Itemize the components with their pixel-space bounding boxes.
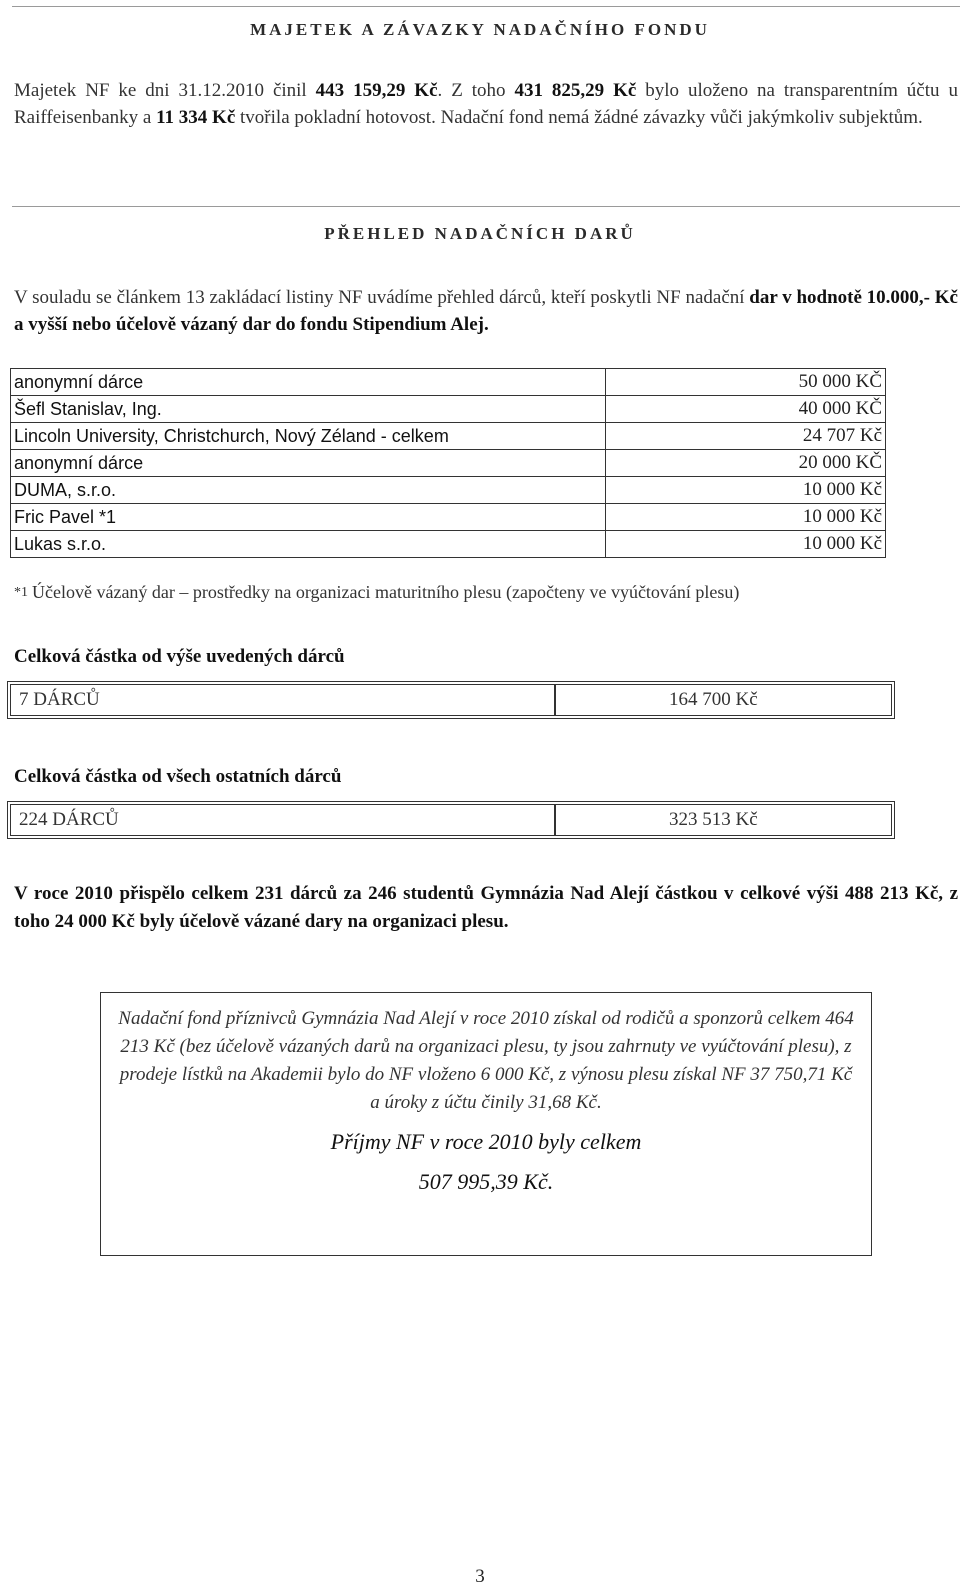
- listed-count: 7 DÁRCŮ: [11, 685, 556, 715]
- assets-text: bylo uloženo na transparentním účtu u Raiffeisenbanky a: [14, 80, 958, 128]
- donor-amount: 40 000 KČ: [606, 396, 886, 423]
- donor-name: Lukas s.r.o.: [11, 531, 606, 558]
- heading-donations: PŘEHLED NADAČNÍCH DARŮ: [324, 224, 636, 243]
- donor-amount: 50 000 KČ: [606, 369, 886, 396]
- income-summary-box: [100, 992, 872, 1256]
- donor-name: Fric Pavel *1: [11, 504, 606, 531]
- donor-name: DUMA, s.r.o.: [11, 477, 606, 504]
- listed-total-title: Celková částka od výše uvedených dárců: [14, 646, 345, 667]
- income-total-label: Příjmy NF v roce 2010 byly celkem: [330, 1129, 642, 1154]
- others-total-box: [10, 804, 892, 836]
- listed-amount: 164 700 Kč: [669, 689, 758, 710]
- section-rule: [12, 206, 960, 207]
- footnote-text: Účelově vázaný dar – prostředky na organizaci maturitního plesu (započteny ve vyúčtování plesu): [32, 582, 740, 602]
- donor-name: anonymní dárce: [11, 450, 606, 477]
- donor-row: [11, 531, 886, 558]
- final-paragraph: V roce 2010 přispělo celkem 231 dárců za 246 studentů Gymnázia Nad Alejí částkou v celkové výši 488 213 Kč, z toho 24 000 Kč byly účelově vázané dary na organizaci plesu.: [14, 883, 958, 932]
- page-number: 3: [475, 1566, 485, 1587]
- donor-amount: 10 000 Kč: [606, 504, 886, 531]
- donor-amount: 10 000 Kč: [606, 531, 886, 558]
- assets-text: . Z toho: [437, 80, 515, 101]
- assets-bank: 431 825,29 Kč: [514, 80, 637, 101]
- donations-intro: [14, 284, 958, 338]
- donor-row: [11, 450, 886, 477]
- donor-row: [11, 396, 886, 423]
- donor-amount: 20 000 KČ: [606, 450, 886, 477]
- assets-cash: 11 334 Kč: [156, 107, 236, 128]
- donor-row: [11, 423, 886, 450]
- heading-assets: MAJETEK A ZÁVAZKY NADAČNÍHO FONDU: [250, 20, 710, 39]
- donations-intro-bold: dar v hodnotě 10.000,- Kč a vyšší nebo účelově vázaný dar do fondu Stipendium Alej.: [14, 287, 958, 335]
- others-count: 224 DÁRCŮ: [11, 805, 556, 835]
- donor-row: [11, 369, 886, 396]
- footnote-mark: *1: [14, 585, 28, 600]
- assets-total: 443 159,29 Kč: [315, 80, 438, 101]
- donor-amount: 24 707 Kč: [606, 423, 886, 450]
- income-total-value: 507 995,39 Kč.: [418, 1169, 554, 1194]
- listed-total-box: [10, 684, 892, 716]
- assets-text: tvořila pokladní hotovost. Nadační fond nemá žádné závazky vůči jakýmkoliv subjektům.: [235, 107, 923, 128]
- donor-row: [11, 504, 886, 531]
- donor-amount: 10 000 Kč: [606, 477, 886, 504]
- top-rule: [12, 6, 960, 7]
- others-total-title: Celková částka od všech ostatních dárců: [14, 766, 342, 787]
- donor-name: Lincoln University, Christchurch, Nový Zéland - celkem: [11, 423, 606, 450]
- donations-intro-text: V souladu se článkem 13 zakládací listiny NF uvádíme přehled dárců, kteří poskytli NF nadační: [14, 287, 750, 308]
- income-summary-text: Nadační fond příznivců Gymnázia Nad Alejí v roce 2010 získal od rodičů a sponzorů celkem 464 213 Kč (bez účelově vázaných darů na organizaci plesu, ty jsou zahrnuty ve vyúčtování plesu), z prodeje lístků na Akademii bylo do NF vloženo 6 000 Kč, z výnosu plesu získal NF 37 750,71 Kč a úroky z účtu činily 31,68 Kč.: [118, 1008, 854, 1113]
- donor-name: anonymní dárce: [11, 369, 606, 396]
- assets-text: Majetek NF ke dni 31.12.2010 činil: [14, 80, 316, 101]
- others-amount: 323 513 Kč: [669, 809, 758, 830]
- donor-name: Šefl Stanislav, Ing.: [11, 396, 606, 423]
- assets-paragraph: [14, 77, 958, 131]
- donor-row: [11, 477, 886, 504]
- footnote: [14, 582, 739, 603]
- donors-table: [10, 368, 886, 558]
